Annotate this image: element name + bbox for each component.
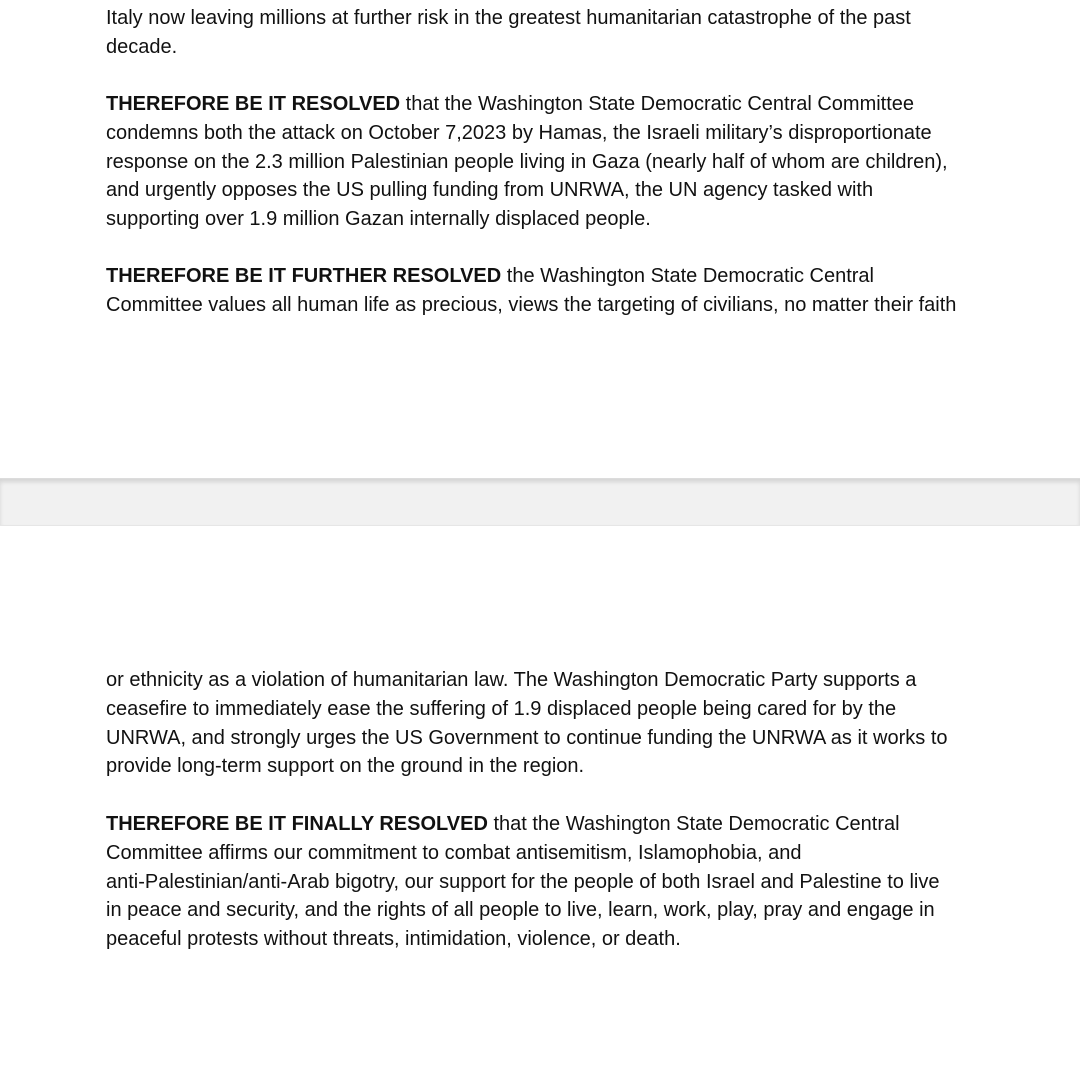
text-line-rest: that the Washington State Democratic Central (487, 813, 900, 835)
resolved-paragraph (106, 90, 1046, 234)
text-line (106, 810, 1046, 839)
text-line: provide long-term support on the ground in the region. (106, 755, 585, 778)
document-page-2 (0, 526, 1080, 1080)
text-line: and urgently opposes the US pulling funding from UNRWA, the UN agency tasked with (106, 179, 874, 202)
text-line: condemns both the attack on October 7,2023 by Hamas, the Israeli military’s disproportionate (106, 121, 932, 144)
text-line: peaceful protests without threats, intimidation, violence, or death. (106, 928, 681, 951)
text-line: response on the 2.3 million Palestinian people living in Gaza (nearly half of whom are children), (106, 150, 948, 173)
text-line: anti-Palestinian/anti-Arab bigotry, our support for the people of both Israel and Palestine to live (106, 870, 940, 893)
continuation-paragraph (106, 666, 1046, 781)
text-line: UNRWA, and strongly urges the US Government to continue funding the UNRWA as it works to (106, 726, 948, 749)
text-line: Committee affirms our commitment to combat antisemitism, Islamophobia, and (106, 841, 802, 864)
intro-paragraph (106, 4, 1046, 62)
document-page-1 (0, 0, 1080, 478)
text-line: decade. (106, 35, 178, 58)
finally-resolved-heading: THEREFORE BE IT FINALLY RESOLVED (106, 813, 488, 835)
text-line (106, 90, 1046, 119)
resolved-heading: THEREFORE BE IT RESOLVED (106, 93, 401, 115)
text-line: Italy now leaving millions at further risk in the greatest humanitarian catastrophe of the past (106, 7, 911, 29)
text-line: ceasefire to immediately ease the suffering of 1.9 displaced people being cared for by the (106, 697, 897, 720)
page-separator (0, 478, 1080, 526)
text-line: in peace and security, and the rights of all people to live, learn, work, play, pray and engage in (106, 899, 935, 922)
text-line: or ethnicity as a violation of humanitarian law. The Washington Democratic Party supports a (106, 669, 917, 691)
finally-resolved-paragraph (106, 810, 1046, 954)
text-line: supporting over 1.9 million Gazan internally displaced people. (106, 208, 651, 231)
text-line-rest: the Washington State Democratic Central (501, 265, 874, 287)
text-line (106, 262, 1046, 291)
further-resolved-heading: THEREFORE BE IT FURTHER RESOLVED (106, 265, 502, 287)
text-line: Committee values all human life as precious, views the targeting of civilians, no matter their faith (106, 293, 957, 316)
text-line-rest: that the Washington State Democratic Central Committee (400, 93, 915, 115)
further-resolved-paragraph (106, 262, 1046, 320)
